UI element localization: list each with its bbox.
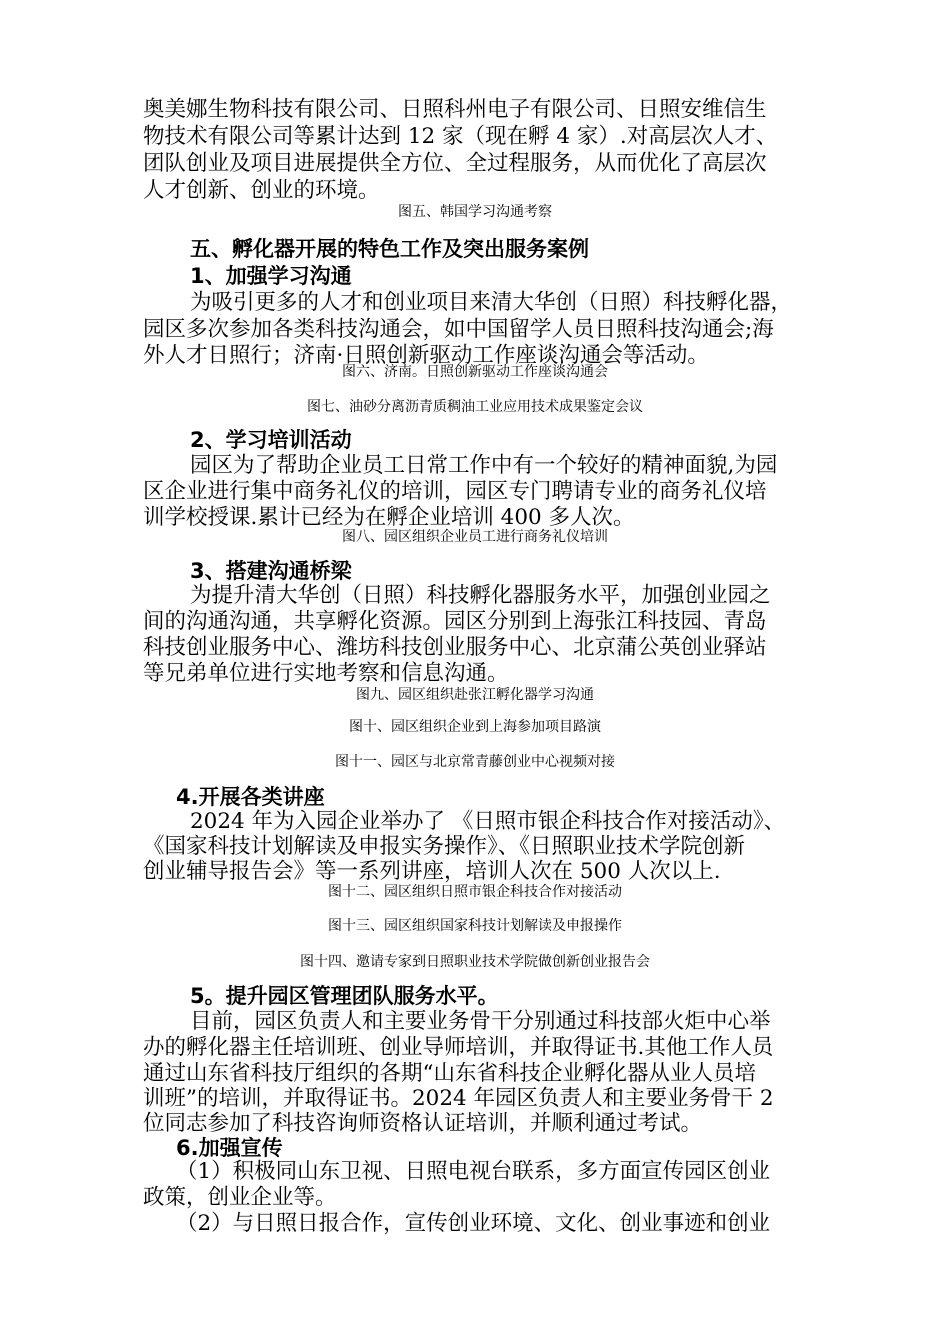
paragraph-line: 训班”的培训，并取得证书。2024 年园区负责人和主要业务骨干 2: [143, 1086, 774, 1111]
paragraph-line: 创业辅导报告会》等一系列讲座，培训人次在 500 人次以上.: [143, 859, 721, 884]
paragraph-line: 园区多次参加各类科技沟通会，如中国留学人员日照科技沟通会;海: [143, 317, 774, 342]
paragraph-line: 政策，创业企业等。: [143, 1185, 337, 1210]
paragraph-line: 等兄弟单位进行实地考察和信息沟通。: [143, 661, 509, 686]
figure-caption: 图五、韩国学习沟通考察: [398, 204, 552, 220]
paragraph-line: 奥美娜生物科技有限公司、日照科州电子有限公司、日照安维信生: [143, 97, 767, 122]
paragraph-line: 团队创业及项目进展提供全方位、全过程服务，从而优化了高层次: [143, 151, 767, 176]
paragraph-line: 园区为了帮助企业员工日常工作中有一个较好的精神面貌,为园: [190, 453, 778, 478]
paragraph-line: 为提升清大华创（日照）科技孵化器服务水平，加强创业园之: [190, 583, 771, 608]
paragraph-line: 区企业进行集中商务礼仪的培训，园区专门聘请专业的商务礼仪培: [143, 479, 767, 504]
figure-caption: 图十四、邀请专家到日照职业技术学院做创新创业报告会: [300, 954, 650, 970]
subsection-heading: 3、搭建沟通桥梁: [190, 559, 352, 583]
subsection-heading: 2、学习培训活动: [190, 428, 352, 452]
subsection-heading: 6.加强宣传: [176, 1136, 283, 1160]
figure-caption: 图六、济南。日照创新驱动工作座谈沟通会: [342, 364, 608, 380]
paragraph-line: 办的孵化器主任培训班、创业导师培训，并取得证书.其他工作人员: [143, 1035, 774, 1060]
paragraph-line: 2024 年为入园企业举办了 《日照市银企科技合作对接活动》、: [190, 809, 786, 834]
paragraph-line: 训学校授课.累计已经为在孵企业培训 400 多人次。: [143, 505, 635, 530]
paragraph-line: 物技术有限公司等累计达到 12 家（现在孵 4 家）.对高层次人才、: [143, 124, 778, 149]
paragraph-line: 外人才日照行；济南·日照创新驱动工作座谈沟通会等活动。: [143, 343, 709, 368]
figure-caption: 图十、园区组织企业到上海参加项目路演: [349, 719, 601, 735]
subsection-heading: 5。提升园区管理团队服务水平。: [190, 984, 499, 1008]
paragraph-line: （2）与日照日报合作，宣传创业环境、文化、创业事迹和创业: [176, 1211, 771, 1236]
section-heading: 五、孵化器开展的特色工作及突出服务案例: [190, 237, 589, 261]
paragraph-line: 《国家科技计划解读及申报实务操作》、《日照职业技术学院创新: [143, 834, 746, 859]
paragraph-line: 通过山东省科技厅组织的各期“山东省科技企业孵化器从业人员培: [143, 1061, 756, 1086]
paragraph-line: （1）积极同山东卫视、日照电视台联系，多方面宣传园区创业: [176, 1159, 771, 1184]
figure-caption: 图九、园区组织赴张江孵化器学习沟通: [356, 687, 594, 703]
paragraph-line: 目前，园区负责人和主要业务骨干分别通过科技部火炬中心举: [190, 1009, 771, 1034]
paragraph-line: 科技创业服务中心、潍坊科技创业服务中心、北京蒲公英创业驿站: [143, 635, 767, 660]
subsection-heading: 1、加强学习沟通: [190, 264, 352, 288]
paragraph-line: 位同志参加了科技咨询师资格认证培训，并顺利通过考试。: [143, 1111, 703, 1136]
paragraph-line: 为吸引更多的人才和创业项目来清大华创（日照）科技孵化器，: [190, 290, 793, 315]
figure-caption: 图八、园区组织企业员工进行商务礼仪培训: [342, 529, 608, 545]
figure-caption: 图十三、园区组织国家科技计划解读及申报操作: [328, 918, 622, 934]
paragraph-line: 间的沟通沟通，共享孵化资源。园区分别到上海张江科技园、青岛: [143, 609, 767, 634]
figure-caption: 图十一、园区与北京常青藤创业中心视频对接: [335, 754, 615, 770]
subsection-heading: 4.开展各类讲座: [176, 785, 325, 809]
paragraph-line: 人才创新、创业的环境。: [143, 178, 380, 203]
figure-caption: 图十二、园区组织日照市银企科技合作对接活动: [328, 884, 622, 900]
figure-caption: 图七、油砂分离沥青质稠油工业应用技术成果鉴定会议: [307, 399, 643, 415]
